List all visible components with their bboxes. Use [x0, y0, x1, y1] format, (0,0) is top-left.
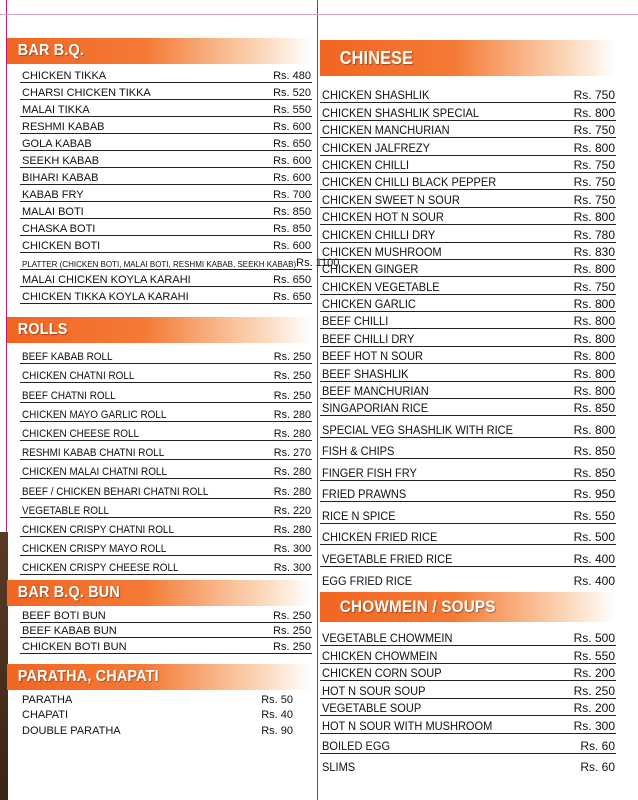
item-price: Rs. 250 [273, 389, 311, 402]
menu-item [20, 253, 340, 270]
menu-item [20, 202, 312, 219]
item-name: CHICKEN BOTI [22, 240, 101, 252]
menu-item [20, 607, 312, 623]
item-price: Rs. 700 [273, 189, 311, 201]
item-price: Rs. 600 [273, 172, 311, 184]
item-name: CHICKEN MUSHROOM [322, 244, 442, 259]
menu-item [320, 190, 616, 207]
menu-item [20, 270, 312, 287]
item-name: RESHMI KABAB CHATNI ROLL [22, 447, 165, 460]
menu-item [320, 295, 616, 312]
item-price: Rs. 250 [273, 351, 311, 364]
item-price: Rs. 200 [573, 701, 615, 716]
section-header-bun [7, 580, 312, 606]
bun-list [20, 607, 312, 654]
item-price: Rs. 750 [573, 88, 615, 103]
barbq-list [20, 66, 340, 304]
item-name: CHICKEN BOTI BUN [22, 641, 127, 654]
item-name: MALAI BOTI [22, 206, 84, 218]
item-name: HOT N SOUR SOUP [322, 683, 426, 698]
item-name: MALAI CHICKEN KOYLA KARAHI [22, 274, 191, 286]
menu-item [320, 329, 616, 346]
menu-item [20, 499, 312, 518]
menu-item [320, 138, 616, 155]
menu-item [320, 156, 616, 173]
item-name: MALAI TIKKA [22, 104, 90, 116]
menu-item [320, 208, 616, 225]
item-price: Rs. 550 [573, 648, 615, 663]
center-border-line [317, 0, 318, 800]
item-name: BEEF CHATNI ROLL [22, 389, 116, 402]
section-header-rolls [7, 317, 312, 343]
item-price: Rs. 800 [573, 140, 615, 155]
item-price: Rs. 780 [573, 227, 615, 242]
item-name: CHICKEN HOT N SOUR [322, 210, 444, 225]
item-price: Rs. 400 [573, 574, 615, 589]
menu-item [20, 691, 312, 706]
item-name: CHICKEN MAYO GARLIC ROLL [22, 408, 167, 421]
menu-item [20, 706, 312, 721]
menu-item [20, 422, 312, 441]
menu-item [20, 100, 312, 117]
rolls-list [20, 345, 312, 575]
menu-item [320, 173, 616, 190]
menu-item [320, 86, 616, 103]
item-name: CHICKEN GARLIC [322, 297, 416, 312]
section-title: CHOWMEIN / SOUPS [339, 597, 496, 617]
item-name: SEEKH KABAB [22, 155, 100, 167]
item-name: SPECIAL VEG SHASHLIK WITH RICE [322, 422, 514, 437]
menu-item [320, 382, 616, 399]
menu-item [20, 721, 312, 736]
menu-item [20, 151, 312, 168]
item-price: Rs. 800 [573, 297, 615, 312]
item-name: CHICKEN VEGETABLE [322, 279, 440, 294]
item-price: Rs. 270 [273, 447, 311, 460]
menu-item [320, 416, 616, 438]
item-price: Rs. 40 [261, 709, 293, 722]
item-price: Rs. 750 [573, 192, 615, 207]
section-title: PARATHA, CHAPATI [17, 668, 159, 686]
item-name: BIHARI KABAB [22, 172, 99, 184]
item-price: Rs. 800 [573, 331, 615, 346]
section-title: ROLLS [17, 321, 68, 338]
item-name: PLATTER (CHICKEN BOTI, MALAI BOTI, RESHMI KABAB, SEEKH KABAB) [22, 260, 297, 269]
item-name: BEEF SHASHLIK [322, 366, 409, 381]
item-name: BEEF / CHICKEN BEHARI CHATNI ROLL [22, 485, 209, 498]
item-name: CHICKEN SWEET N SOUR [322, 192, 460, 207]
section-title: CHINESE [339, 47, 414, 68]
item-name: FRIED PRAWNS [322, 487, 407, 502]
item-price: Rs. 600 [273, 155, 311, 167]
menu-item [20, 383, 312, 402]
menu-item [320, 225, 616, 242]
item-price: Rs. 280 [273, 408, 311, 421]
item-name: BOILED EGG [322, 738, 391, 753]
item-price: Rs. 550 [573, 508, 615, 523]
menu-item [20, 219, 312, 236]
item-price: Rs. 850 [273, 206, 311, 218]
item-price: Rs. 1100 [296, 257, 340, 269]
menu-item [20, 168, 312, 185]
menu-item [20, 287, 312, 304]
item-name: SLIMS [322, 759, 356, 774]
menu-item [20, 537, 312, 556]
item-name: BEEF HOT N SOUR [322, 349, 424, 364]
item-price: Rs. 800 [573, 210, 615, 225]
item-price: Rs. 800 [573, 384, 615, 399]
item-name: VEGETABLE CHOWMEIN [322, 631, 453, 646]
item-name: CHICKEN CHATNI ROLL [22, 370, 135, 383]
item-price: Rs. 800 [573, 422, 615, 437]
item-name: CHICKEN MALAI CHATNI ROLL [22, 466, 167, 479]
item-price: Rs. 800 [573, 105, 615, 120]
menu-item [320, 312, 616, 329]
item-name: FISH & CHIPS [322, 444, 395, 459]
menu-item [320, 459, 616, 481]
item-price: Rs. 800 [573, 366, 615, 381]
item-name: CHICKEN CHOWMEIN [322, 648, 438, 663]
item-price: Rs. 550 [273, 104, 311, 116]
menu-item [20, 364, 312, 383]
menu-item [20, 556, 312, 575]
menu-item [20, 345, 312, 364]
section-title: BAR B.Q. [17, 42, 85, 59]
menu-item [320, 277, 616, 294]
item-price: Rs. 300 [273, 562, 311, 575]
menu-item [320, 243, 616, 260]
menu-item [320, 481, 616, 503]
menu-item [20, 479, 312, 498]
menu-item [320, 502, 616, 524]
item-price: Rs. 750 [573, 123, 615, 138]
item-name: CHICKEN CORN SOUP [322, 666, 442, 681]
item-name: FINGER FISH FRY [322, 465, 417, 480]
menu-item [320, 734, 616, 754]
item-name: DOUBLE PARATHA [22, 724, 121, 737]
item-name: CHICKEN MANCHURIAN [322, 123, 450, 138]
item-name: EGG FRIED RICE [322, 574, 413, 589]
menu-item [20, 117, 312, 134]
soups-list [320, 628, 616, 774]
item-price: Rs. 220 [273, 504, 311, 517]
item-price: Rs. 600 [273, 240, 311, 252]
item-name: CHICKEN JALFREZY [322, 140, 430, 155]
item-name: RICE N SPICE [322, 508, 396, 523]
item-name: KABAB FRY [22, 189, 84, 201]
menu-item [20, 66, 312, 83]
item-price: Rs. 400 [573, 551, 615, 566]
item-name: CHICKEN GINGER [322, 262, 419, 277]
item-price: Rs. 60 [580, 738, 615, 753]
menu-item [320, 103, 616, 120]
menu-item [20, 134, 312, 151]
menu-item [20, 83, 312, 100]
menu-item [20, 441, 312, 460]
menu-item [20, 403, 312, 422]
item-price: Rs. 280 [273, 466, 311, 479]
item-price: Rs. 250 [273, 625, 311, 638]
item-price: Rs. 850 [273, 223, 311, 235]
item-price: Rs. 280 [273, 523, 311, 536]
item-price: Rs. 90 [261, 724, 293, 737]
item-name: BEEF KABAB ROLL [22, 351, 113, 364]
section-title: BAR B.Q. BUN [17, 584, 120, 602]
menu-item [320, 347, 616, 364]
item-name: CHICKEN FRIED RICE [322, 530, 438, 545]
menu-item [320, 364, 616, 381]
item-name: CHICKEN CRISPY CHEESE ROLL [22, 562, 179, 575]
item-price: Rs. 650 [273, 138, 311, 150]
item-name: CHICKEN CHILLI BLACK PEPPER [322, 175, 497, 190]
item-name: BEEF CHILLI [322, 314, 389, 329]
item-price: Rs. 200 [573, 666, 615, 681]
item-name: CHICKEN CRISPY CHATNI ROLL [22, 523, 174, 536]
menu-item [20, 236, 312, 253]
menu-item [320, 545, 616, 567]
item-price: Rs. 650 [273, 291, 311, 303]
item-name: SINGAPORIAN RICE [322, 401, 429, 416]
item-name: CHICKEN CHILLI [322, 157, 410, 172]
menu-item [320, 664, 616, 682]
menu-item [320, 646, 616, 664]
item-price: Rs. 280 [273, 485, 311, 498]
item-price: Rs. 300 [273, 543, 311, 556]
item-price: Rs. 800 [573, 262, 615, 277]
menu-item [320, 628, 616, 646]
menu-item [320, 260, 616, 277]
top-border-line [0, 14, 638, 15]
menu-item [320, 121, 616, 138]
paratha-list [20, 691, 312, 737]
menu-item [20, 623, 312, 639]
left-column [17, 38, 340, 737]
menu-item [320, 681, 616, 699]
item-price: Rs. 800 [573, 314, 615, 329]
section-header-paratha [7, 664, 312, 690]
chinese-list [320, 86, 616, 588]
item-name: PARATHA [22, 694, 73, 707]
item-price: Rs. 650 [273, 274, 311, 286]
menu-item [320, 438, 616, 460]
item-price: Rs. 830 [573, 244, 615, 259]
item-price: Rs. 750 [573, 157, 615, 172]
item-price: Rs. 250 [573, 683, 615, 698]
section-header-chinese [320, 40, 616, 76]
item-name: CHICKEN SHASHLIK SPECIAL [322, 105, 480, 120]
item-name: CHICKEN TIKKA [22, 70, 107, 82]
menu-item [320, 754, 616, 774]
item-price: Rs. 300 [573, 718, 615, 733]
menu-item [320, 399, 616, 416]
item-name: CHICKEN CRISPY MAYO ROLL [22, 543, 167, 556]
item-name: GOLA KABAB [22, 138, 92, 150]
item-name: CHARSI CHICKEN TIKKA [22, 87, 151, 99]
item-price: Rs. 850 [573, 401, 615, 416]
item-price: Rs. 280 [273, 427, 311, 440]
item-price: Rs. 250 [273, 641, 311, 654]
item-name: CHICKEN CHILLI DRY [322, 227, 436, 242]
item-price: Rs. 600 [273, 121, 311, 133]
item-price: Rs. 500 [573, 631, 615, 646]
menu-item [20, 185, 312, 202]
item-price: Rs. 800 [573, 349, 615, 364]
item-price: Rs. 250 [273, 370, 311, 383]
menu-item [20, 460, 312, 479]
item-price: Rs. 50 [261, 694, 293, 707]
item-name: CHAPATI [22, 709, 69, 722]
item-name: CHASKA BOTI [22, 223, 96, 235]
item-name: BEEF BOTI BUN [22, 609, 106, 622]
menu-item [320, 716, 616, 734]
section-header-soups [320, 592, 616, 622]
menu-item [320, 567, 616, 589]
item-price: Rs. 950 [573, 487, 615, 502]
item-name: BEEF MANCHURIAN [322, 384, 429, 399]
item-name: VEGETABLE FRIED RICE [322, 551, 453, 566]
menu-item [320, 699, 616, 717]
item-price: Rs. 850 [573, 444, 615, 459]
section-header-barbq [7, 38, 312, 64]
item-name: RESHMI KABAB [22, 121, 105, 133]
item-price: Rs. 750 [573, 175, 615, 190]
item-name: CHICKEN TIKKA KOYLA KARAHI [22, 291, 189, 303]
item-price: Rs. 850 [573, 465, 615, 480]
item-price: Rs. 480 [273, 70, 311, 82]
item-name: VEGETABLE SOUP [322, 701, 422, 716]
item-price: Rs. 520 [273, 87, 311, 99]
item-price: Rs. 60 [580, 759, 615, 774]
item-name: CHICKEN SHASHLIK [322, 88, 430, 103]
menu-item [20, 518, 312, 537]
menu-item [20, 638, 312, 654]
item-name: VEGETABLE ROLL [22, 504, 110, 517]
item-name: BEEF CHILLI DRY [322, 331, 415, 346]
item-name: BEEF KABAB BUN [22, 625, 117, 638]
item-name: HOT N SOUR WITH MUSHROOM [322, 718, 493, 733]
item-price: Rs. 750 [573, 279, 615, 294]
right-column [320, 40, 616, 774]
menu-item [320, 524, 616, 546]
item-price: Rs. 250 [273, 609, 311, 622]
item-price: Rs. 500 [573, 530, 615, 545]
item-name: CHICKEN CHEESE ROLL [22, 427, 140, 440]
